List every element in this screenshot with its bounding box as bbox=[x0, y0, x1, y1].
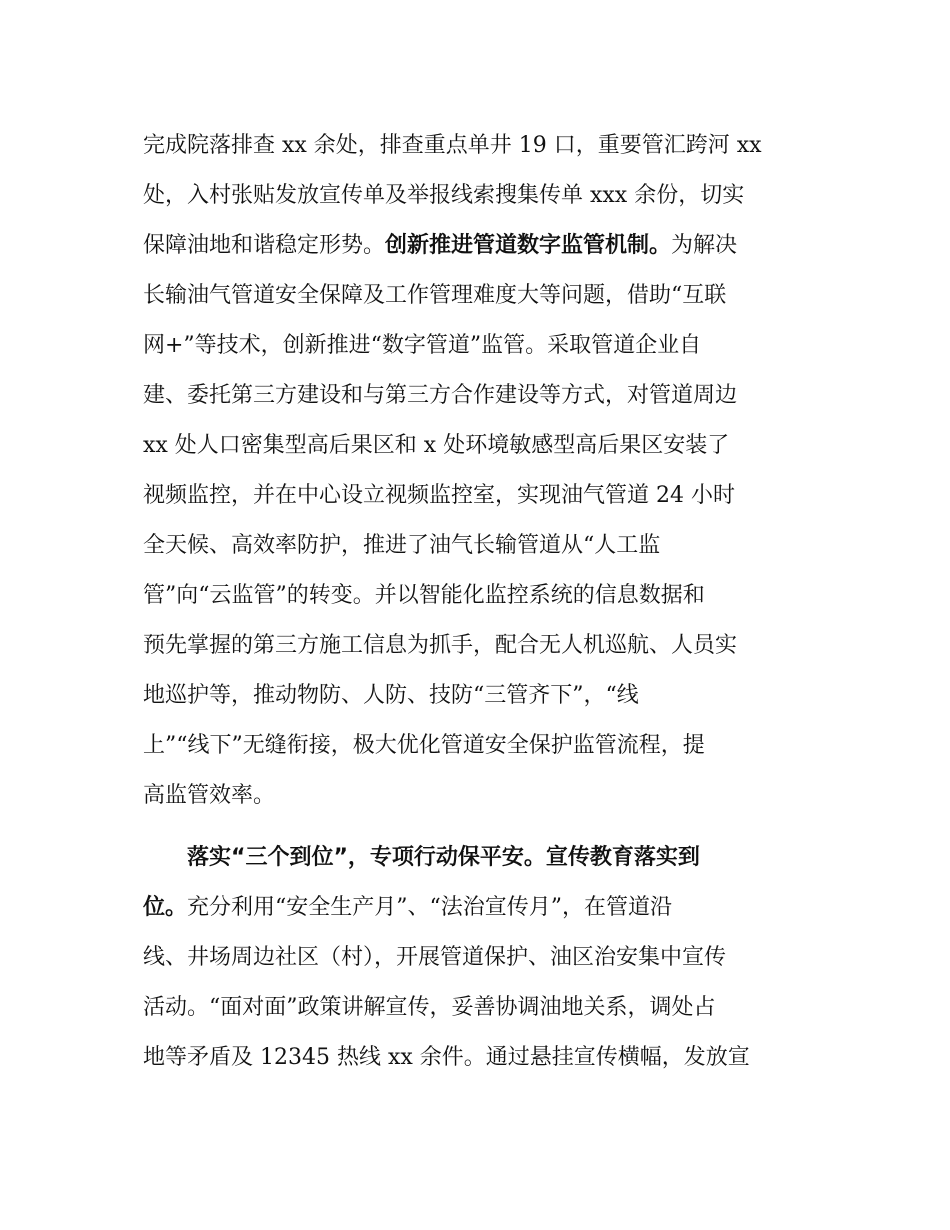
text-line: 完成院落排查 xx 余处，排查重点单井 19 口，重要管汇跨河 xx bbox=[143, 133, 762, 158]
text-line: xx 处人口密集型高后果区和 x 处环境敏感型高后果区安装了 bbox=[143, 433, 730, 458]
text-line bbox=[143, 893, 672, 923]
text-line: 活动。“面对面”政策讲解宣传，妥善协调油地关系，调处占 bbox=[143, 995, 716, 1020]
text-run: 为解决 bbox=[671, 233, 738, 258]
section-heading: 落实“三个到位”，专项行动保平安。宣传教育落实到 bbox=[187, 845, 700, 870]
text-line: 全天候、高效率防护，推进了油气长输管道从“人工监 bbox=[143, 533, 661, 558]
bold-heading: 创新推进管道数字监管机制。 bbox=[385, 233, 672, 258]
text-line: 高监管效率。 bbox=[143, 783, 276, 808]
text-run: 保障油地和谐稳定形势。 bbox=[143, 233, 386, 258]
text-line: 地巡护等，推动物防、人防、技防“三管齐下”，“线 bbox=[143, 683, 639, 708]
text-line: 地等矛盾及 12345 热线 xx 余件。通过悬挂宣传横幅，发放宣 bbox=[143, 1045, 750, 1070]
text-line: 视频监控，并在中心设立视频监控室，实现油气管道 24 小时 bbox=[143, 483, 735, 508]
bold-heading: 位。 bbox=[143, 895, 188, 920]
text-line: 长输油气管道安全保障及工作管理难度大等问题，借助“互联 bbox=[143, 283, 727, 308]
text-run: 充分利用“安全生产月”、“法治宣传月”，在管道沿 bbox=[187, 895, 673, 920]
text-line: 线、井场周边社区（村），开展管道保护、油区治安集中宣传 bbox=[143, 945, 727, 970]
text-line bbox=[143, 231, 737, 261]
text-line: 上”“线下”无缝衔接，极大优化管道安全保护监管流程，提 bbox=[143, 733, 705, 758]
text-line: 建、委托第三方建设和与第三方合作建设等方式，对管道周边 bbox=[143, 383, 738, 408]
text-line: 处，入村张贴发放宣传单及举报线索搜集传单 xxx 余份，切实 bbox=[143, 183, 745, 208]
text-line: 管”向“云监管”的转变。并以智能化监控系统的信息数据和 bbox=[143, 583, 705, 608]
text-line: 网+”等技术，创新推进“数字管道”监管。采取管道企业自 bbox=[143, 333, 702, 358]
text-line: 预先掌握的第三方施工信息为抓手，配合无人机巡航、人员实 bbox=[143, 633, 738, 658]
